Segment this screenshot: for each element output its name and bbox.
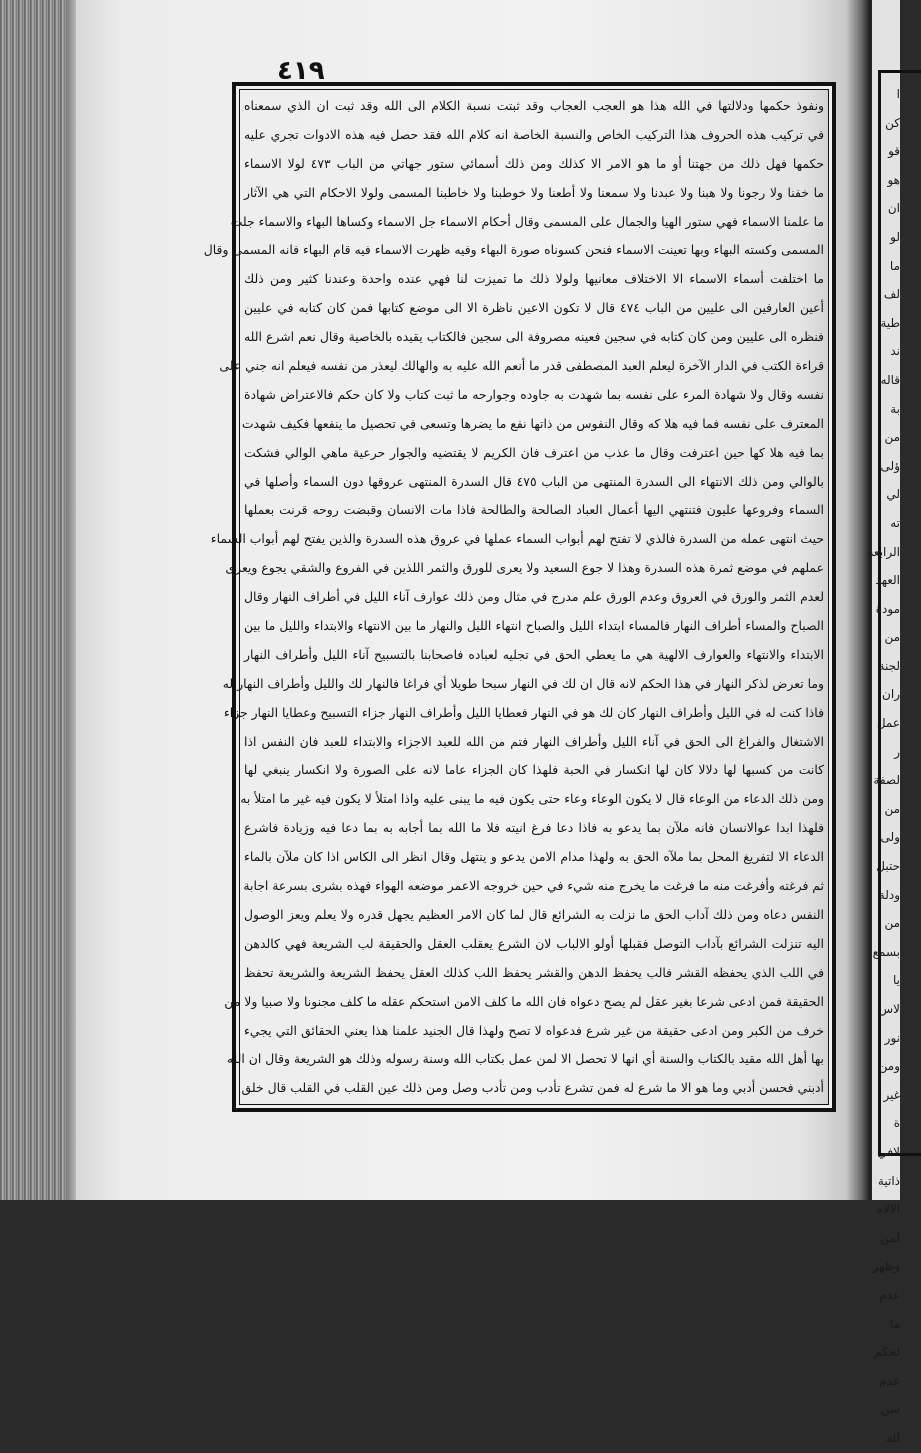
text-line: بالوالي ومن ذلك الانتهاء الى السدرة المنتهى من الباب ٤٧٥ قال السدرة المنتهى عروقها دون السماء وأصلها في bbox=[244, 473, 824, 489]
adjacent-text-fragment: بسمع bbox=[872, 944, 900, 959]
adjacent-text-fragment: وظهر bbox=[872, 1259, 900, 1274]
adjacent-text-fragment: الالاة bbox=[876, 1202, 900, 1217]
adjacent-text-fragment: حتبل bbox=[876, 859, 900, 874]
text-line: في اللب الذي يحفظه القشر فالب يحفظ الدهن والقشر يحفظ اللب كذلك العقل يحفظ الشريعة والشريعة تحفظ bbox=[244, 964, 824, 980]
text-line: المعترف على نفسه فما فيه هلا كه وقال النفوس من ذاتها نفع ما يضرها وتسعى في تحصيل ما ينفعها فكيف شهدت bbox=[241, 415, 824, 431]
adjacent-text-fragment: نور bbox=[884, 1030, 900, 1045]
adjacent-text-fragment: بة bbox=[890, 401, 900, 416]
text-line: قراءة الكتب في الدار الآخرة ليعلم العبد المصطفى قدر ما أنعم الله عليه به والهالك ليعذر من نفسه فيعلم انه جني على bbox=[219, 358, 824, 374]
main-text-block bbox=[203, 92, 824, 1102]
adjacent-text-fragment: ان bbox=[887, 201, 900, 216]
text-line: بها أهل الله مقيد بالكتاب والسنة أي انها لا تحصل الا لمن عمل بكتاب الله وسنة رسوله وذلك هو الشريعة وقال ان الله bbox=[226, 1051, 824, 1067]
adjacent-text-fragment: لمن bbox=[880, 1230, 900, 1245]
adjacent-text-fragment: قاله bbox=[880, 372, 900, 387]
adjacent-text-fragment: سن bbox=[880, 1402, 900, 1417]
text-line: أعين العارفين الى عليين من الباب ٤٧٤ قال لا تكون الاعين ناظرة الا الى موضع كتابها فمن كان كتابه في عليين bbox=[244, 300, 824, 316]
text-line: اليه تنزلت الشرائع بآداب التوصل فقبلها أولو الالباب لان الشرع يعقلب العقل والحقيقة لب الشريعة فهي كالدهن bbox=[244, 935, 824, 951]
adjacent-text-fragment: كن bbox=[885, 115, 900, 130]
adjacent-text-fragment: لجنة bbox=[878, 658, 900, 673]
text-line: فنظره الى عليين ومن كان كتابه في سجين فعينه مصروفة الى سجين فالكتاب يقيده بالخاصية وقال نعم اشرع الله bbox=[244, 329, 824, 345]
adjacent-text-fragment: العهد bbox=[875, 573, 900, 588]
adjacent-text-fragment: طية bbox=[880, 315, 900, 330]
text-line: حكمها فهل ذلك من جهتنا أو ما هو الامر الا كذلك ومن ذلك أسمائي ستور جهاتي من الباب ٤٧٣ لولا الاسماء bbox=[244, 155, 824, 171]
adjacent-text-fragment: ؤلى bbox=[880, 458, 900, 473]
text-line: فلهذا ابدا عوالانسان فانه ملآن بما يدعو به فاذا دعا فرغ انيته فلا ما الله بما أجابه به بما دعا فيه وزيادة فاشرع bbox=[244, 820, 824, 836]
text-line: ما علمنا الاسماء فهي ستور الهيا والجمال على المسمى وقال أحكام الاسماء جل الاسماء وكساها البهاء والاسماء جلت bbox=[230, 213, 824, 229]
adjacent-text-fragment: عمل bbox=[876, 716, 900, 731]
adjacent-text-fragment: ومن bbox=[878, 1059, 900, 1074]
adjacent-text-fragment: ته bbox=[890, 515, 900, 530]
text-line: نفسه وقال ولا شهادة المرء على نفسه بما شهدت به جاوده وجوارحه ما ثبت كتاب ولا كان حكم فالاعتراض شهادة bbox=[244, 386, 824, 402]
adjacent-text-fragment: عدم bbox=[879, 1287, 900, 1302]
text-line: ونفوذ حكمها ودلالتها في الله هذا هو العجب العجاب وقد ثبتت نسبة الكلام الى الله وقد ثبت ان الذي سمعناه bbox=[244, 98, 824, 113]
text-line: ثم فرغته وأفرغت منه ما فرغت ما يخرج منه شيء في حين خروجه الاعمر موضعه الهواء فهذه بشرى بسرعة اجابة bbox=[243, 878, 824, 894]
adjacent-text-fragment: قو bbox=[888, 144, 900, 159]
adjacent-text-fragment: ذاتية bbox=[877, 1173, 900, 1188]
text-line: بما فيه هلا كها حين اعترفت وقال ما عذب من اعترف فان الكريم لا يقتضيه والجوار حرعية ماهي الوالي فشكت bbox=[244, 444, 824, 460]
text-line: الحقيقة فمن ادعى شرعا بغير عقل لم يصح دعواه فان الله ما كلف الامن استحكم عقله ما كلف مجنونا ولا صبيا ولا من bbox=[224, 993, 824, 1009]
adjacent-text-fragment: عدم bbox=[879, 1373, 900, 1388]
text-line: حيث انتهى عمله من السدرة فالذي لا تفتح لهم أبواب السماء عملها في عروق هذه السدرة والذين يفتح لهم أبواب السماء bbox=[210, 531, 824, 547]
adjacent-text-fragment: لافي bbox=[877, 1144, 900, 1159]
adjacent-text-fragment: ند bbox=[890, 344, 900, 359]
text-line: الابتداء والانتهاء والعوارف الالهية هي ما يعطي الحق في تجليه لعباده فاصحابنا بالتسبيح آناء الليل وأطراف النهار bbox=[244, 646, 824, 662]
text-line: ما اختلفت أسماء الاسماء الا الاختلاف معانيها ولولا ذلك ما تميزت لنا فهي عنده واحدة وعندنا كثير ومن ذلك bbox=[244, 271, 824, 287]
text-line: فاذا كنت له في الليل وأطراف النهار كان لك هو في النهار فعطايا الليل وأطراف النهار جزاء التسبيح وعطايا النهار جزاء bbox=[223, 704, 824, 720]
page-edges bbox=[0, 0, 80, 1200]
text-line: ومن ذلك الدعاء من الوعاء قال لا يكون الوعاء وعاء حتى يكون فيه ما يبنى عليه واذا امتلأ لا يكون فيه غير ما امتلأ به bbox=[240, 791, 824, 807]
text-line: خرف من الكبر ومن ادعى حقيقة من غير شرع فدعواه لا تصح ولهذا قال الجنيد علمنا هذا يعني الحقائق التي يجيء bbox=[244, 1022, 824, 1038]
text-line: في تركيب هذه الحروف هذا التركيب الخاص والنسبة الخاصة انه كلام الله فقد حصل فيه هذه الادوات تجري عليه bbox=[244, 126, 824, 142]
adjacent-text-fragment: لاس bbox=[878, 1002, 900, 1016]
text-line: لعدم الثمر والورق في العروق وعدم الورق علم مدرج في مثال ومن ذلك عوارف آناء الليل في أطراف النهار وقال bbox=[244, 589, 824, 605]
adjacent-text-fragment: ولى bbox=[880, 830, 900, 845]
adjacent-text-fragment: ا bbox=[896, 87, 900, 101]
adjacent-text-fragment: غير bbox=[883, 1087, 900, 1102]
text-line: المسمى وكسته البهاء وبها تعينت الاسماء فنحن كسوناه صورة البهاء وفيه ظهرت الاسماء فيه قام البهاء فانه المسمى وقال bbox=[203, 242, 824, 258]
text-line: كانت من كسبها لها دلالا كان لها انكسار في الحبة فلهذا كان الجزاء عاما لانه على الصورة ولا انكسار ينبغي لها bbox=[244, 762, 824, 778]
adjacent-text-fragment: لي bbox=[886, 487, 900, 502]
text-line: الصباح والمساء أطراف النهار فالمساء ابتداء الليل والصباح انتهاء الليل والنهار ما بين الانتهاء والابتداء والليل ما بين bbox=[244, 618, 824, 634]
adjacent-text-fragment: ما bbox=[889, 258, 900, 273]
adjacent-page bbox=[867, 0, 900, 1445]
adjacent-page-text bbox=[867, 80, 900, 1453]
adjacent-text-fragment: ودلة bbox=[878, 887, 900, 902]
adjacent-text-fragment: ما bbox=[889, 1316, 900, 1331]
adjacent-text-fragment: من bbox=[884, 430, 900, 445]
adjacent-text-fragment: ة bbox=[893, 1116, 900, 1131]
adjacent-text-fragment: ر bbox=[894, 744, 900, 759]
text-line: عملهم في موضع ثمرة هذه السدرة وهذا لا جوع السعيد ولا يعرى للورق والثمر اللذين في الفروع والشقي يجوع ويعرى bbox=[225, 560, 824, 576]
text-line: الاشتغال والفراغ الى الحق في آناء الليل وأطراف النهار فتم من الله للعبد الاجزاء والابتداء للعبد فان النفس اذا bbox=[244, 733, 824, 749]
adjacent-text-fragment: يا bbox=[893, 973, 900, 988]
adjacent-text-fragment: مودة bbox=[875, 601, 900, 616]
text-line: السماء وفروعها عليون فتنتهي اليها أعمال العباد الصالحة والطالحة فاذا مات الانسان وقبضت روحه قرنت بعملها bbox=[244, 502, 824, 518]
adjacent-text-fragment: من bbox=[884, 916, 900, 931]
adjacent-text-fragment: لحكم bbox=[873, 1345, 900, 1360]
adjacent-text-fragment: من bbox=[884, 801, 900, 816]
adjacent-text-fragment: لف bbox=[883, 287, 900, 302]
adjacent-text-fragment: لصفة bbox=[873, 773, 900, 788]
adjacent-text-fragment: ران bbox=[882, 687, 900, 702]
text-line: وما تعرض لذكر النهار في هذا الحكم لانه قال ان لك في النهار سبحا طويلا أي فراغا فالنهار لك والليل وأطراف النهار له bbox=[222, 675, 824, 691]
adjacent-text-fragment: لله bbox=[885, 1430, 900, 1445]
text-line: الدعاء الا لتفريغ المحل بما ملآه الحق به ولهذا مدام الامن يدعو و ينتهل وقال انظر الى الكاس اذا كان ملآن بالماء bbox=[244, 849, 824, 865]
text-line: ما خفنا ولا رجونا ولا هبنا ولا عبدنا ولا سمعنا ولا أطعنا ولا خوطبنا ولا خاطبنا المسمى ولولا الاحكام التي هي الآثار bbox=[244, 184, 824, 200]
adjacent-text-fragment: الرابعة bbox=[867, 544, 900, 559]
adjacent-text-fragment: لو bbox=[890, 229, 900, 244]
adjacent-text-fragment: هو bbox=[887, 172, 900, 187]
adjacent-text-fragment: من bbox=[884, 630, 900, 645]
text-line: أدبني فحسن أدبي وما هو الا ما شرع له فمن تشرع تأدب ومن تأدب وصل ومن ذلك عين القلب في القلب قال خلق bbox=[241, 1080, 824, 1096]
page-number: ٤١٩ bbox=[277, 56, 325, 86]
text-line: النفس دعاه ومن ذلك آداب الحق ما نزلت به الشرائع قال لما كان الامر العظيم يجهل قدره ولا يعلم ويعز الوصول bbox=[244, 906, 824, 922]
